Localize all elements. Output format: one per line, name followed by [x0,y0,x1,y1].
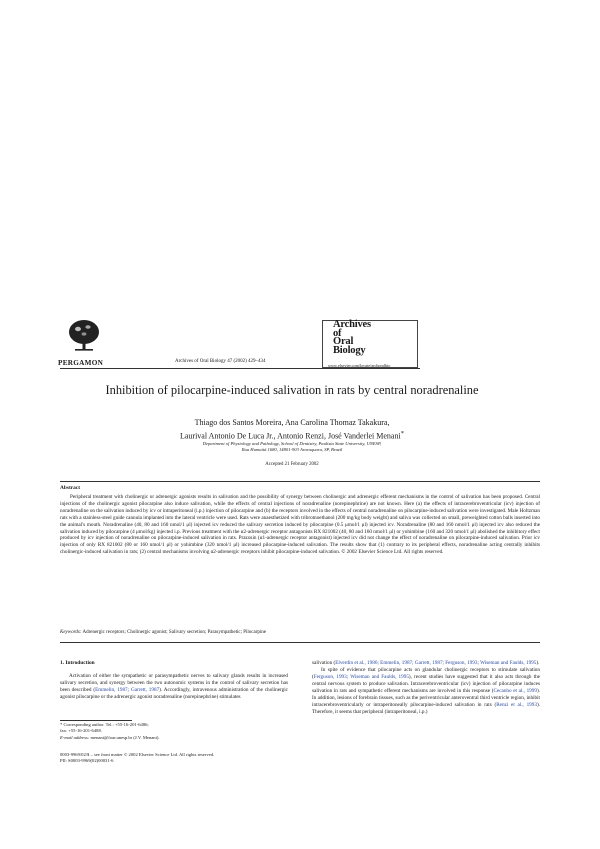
email-link[interactable]: menani@foar.unesp.br (J.V. Menani). [90,734,160,740]
journal-box-title: Archives of Oral Biology [333,319,371,356]
publisher-name: PERGAMON [58,359,104,367]
paragraph: salivation (Elverdin et al., 1986; Emmelin, 1987; Garrett, 1987; Ferguson, 1993; Wiseman and Faulds, 1995). [312,660,540,666]
journal-url[interactable]: www.elsevier.com/locate/archoralbio [328,363,391,368]
header-divider [60,368,420,369]
citation-link[interactable]: Emmelin, 1987; Garrett, 1987 [95,687,160,694]
journal-citation: Archives of Oral Biology 47 (2002) 429–434 [175,359,266,364]
citation-link[interactable]: Renzi et al., 1993 [496,702,537,709]
left-column [60,673,288,701]
article-title: Inhibition of pilocarpine-induced salivation in rats by central noradrenaline [105,383,479,397]
paragraph: Activation of either the sympathetic or parasympathetic nerves to salivary glands results in increased salivary secretion, and synergy between the two autonomic systems in the control of salivary secretion has been described (Emmelin, 1987; Garrett, 1987). Accordingly, intravenous administration of the cholinergic agonist pilocarpine or the adrenergic agonist noradrenaline (norepinephrine) stimulates [60,673,288,701]
copyright-footer: 0003-9969/02/$ – see front matter © 2002 Elsevier Science Ltd. All rights reserved. PII: S0003-9969(02)00031-6 [60,752,215,764]
right-column [312,660,540,716]
footnote: * Corresponding author. Tel.: +55-16-201-6486; fax: +55-16-201-6488. E-mail address: menani@foar.unesp.br (J.V. Menani). [60,722,160,740]
accepted-date: Accepted 21 February 2002 [265,462,319,467]
abstract-bottom-rule [60,642,540,643]
paragraph: In spite of evidence that pilocarpine acts on glandular cholinergic receptors to stimulate salivation (Ferguson, 1993; Wiseman and Faulds, 1995), recent studies have suggested that it also acts through the central nervous system to produce salivation. Intracerebroventricular (icv) injection of pilocarpine induces salivation in rats and sympathetic efferent mechanisms are involved in this response (Cecanho et al., 1999). In addition, lesions of forebrain tissues, such as the periventricular anteroventral third ventricle region, inhibit intracerebroventricularly or intraperitoneally pilocarpine-induced salivation in rats (Renzi et al., 1993). Therefore, it seems that peripheral (intraperitoneal, i.p.) [312,667,540,716]
footnote-rule [60,720,132,721]
keywords-label: Keywords: [60,630,82,635]
keywords [60,630,266,635]
abstract-heading: Abstract [60,485,81,491]
corresponding-mark[interactable]: * [400,429,405,437]
publisher-logo [58,318,122,367]
citation-link[interactable]: Elverdin et al., 1986; Emmelin, 1987; Garrett, 1987; Ferguson, 1993; Wiseman and Faulds, 1995 [335,660,537,666]
citation-link[interactable]: Cecanho et al., 1999 [493,688,537,695]
abstract-top-rule [60,481,540,482]
keywords-list: Adrenergic receptors; Cholinergic agonist; Salivary secretion; Parasympathetic; Pilocarpine [82,630,266,635]
section-heading: 1. Introduction [60,660,95,666]
tree-emblem-icon [66,318,102,352]
abstract-text: Peripheral treatment with cholinergic or adrenergic agonists results in salivation and the possibility of synergy between cholinergic and adrenergic efferent mechanisms in the control of salivation has been proposed. Central injections of the cholinergic agonist pilocarpine also induce salivation, while the effects of central injections of noradrenaline (norepinephrine) are not known. Here (a) the effects of intracerebroventricular (icv) injection of noradrenaline on the salivation induced by icv or intraperitoneal (i.p.) injection of pilocarpine and (b) the receptors involved in the effects of central noradrenaline on pilocarpine-induced salivation were investigated. Male Holtzman rats with a stainless-steel guide cannula implanted into the lateral ventricle were used. Rats were anaesthetized with tribromoethanol (200 mg/kg body weight) and saliva was collected on small, preweighted cotton balls inserted into the animal's mouth. Noradrenaline (40, 80 and 160 nmol/1 μl) injected icv reduced the salivary secretion induced by pilocarpine (0.5 μmol/1 μl) injected icv. Noradrenaline (80 and 160 nmol/1 μl) injected icv also reduced the salivation induced by pilocarpine (4 μmol/kg) injected i.p. Previous treatment with the α2-adrenergic receptor antagonists RX 821002 (40, 80 and 160 nmol/1 μl) or yohimbine (160 and 320 nmol/1 μl) abolished the inhibitory effect produced by icv injection of noradrenaline on pilocarpine-induced salivation in rats. Prazosin (α1-adrenergic receptor antagonist) injected icv did not change the effect of noradrenaline on pilocarpine-induced salivation. Prior icv injection of only RX 821002 (80 or 160 nmol/1 μl) or yohimbine (320 nmol/1 μl) increased pilocarpine-induced salivation. The results show that (1) contrary to its peripheral effects, noradrenaline acting centrally inhibits cholinergic-induced salivation in rats; (2) central mechanisms involving α2-adrenergic receptors inhibit pilocarpine-induced salivation. © 2002 Elsevier Science Ltd. All rights reserved. [60,494,541,556]
citation-link[interactable]: Ferguson, 1993; Wiseman and Faulds, 1995 [313,674,409,681]
author-list: Thiago dos Santos Moreira, Ana Carolina Thomaz Takakura, Laurival Antonio De Luca Jr., Antonio Renzi, José Vanderlei Menani* [179,418,405,441]
affiliation: Department of Physiology and Pathology, School of Dentistry, Paulista State University, UNESP, Rua Humaitá 1680, 14801-903 Araraquara, SP, Brazil [202,441,382,453]
